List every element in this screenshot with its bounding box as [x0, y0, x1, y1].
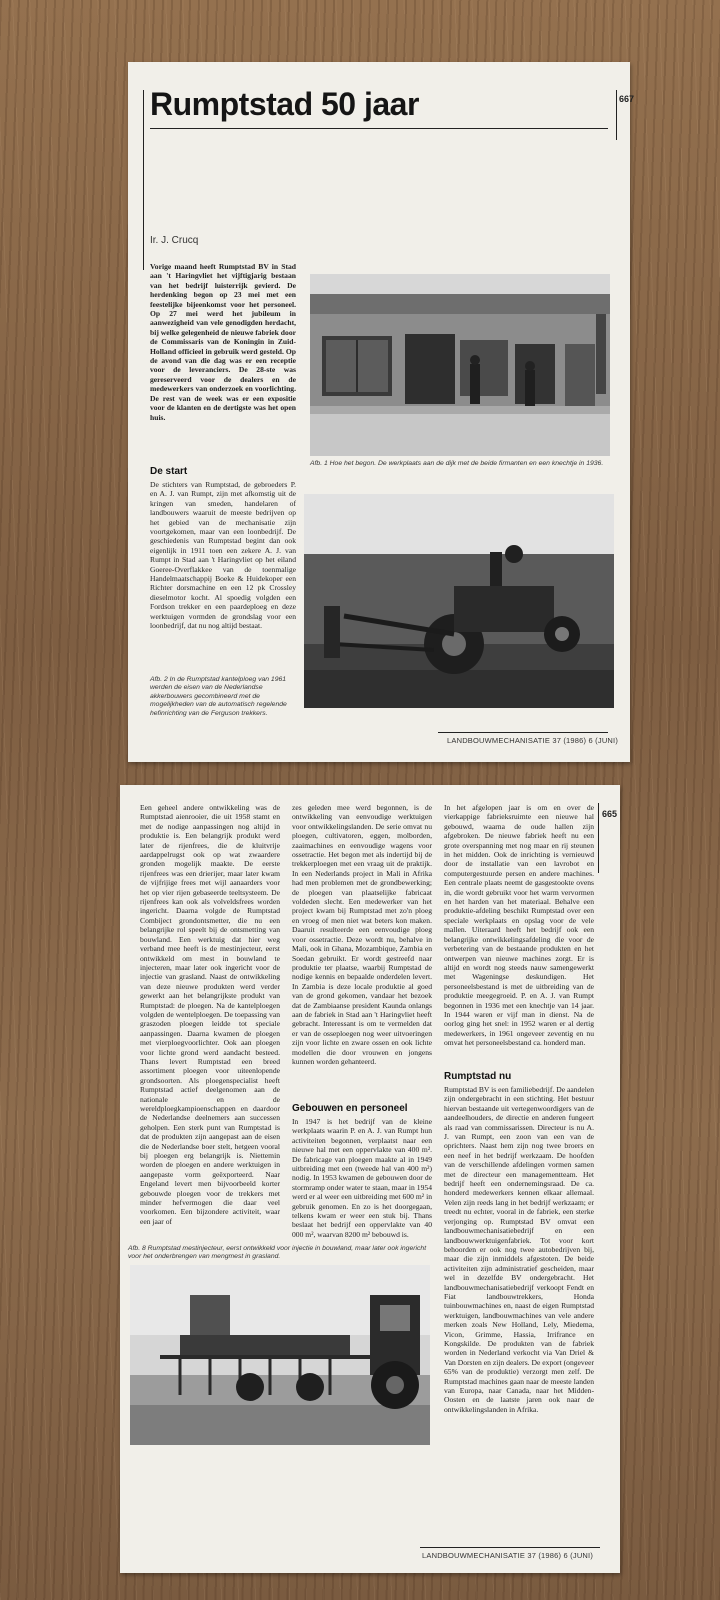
right-margin-rule: [616, 90, 617, 140]
magazine-page-1: [128, 62, 635, 762]
intro-paragraph: Vorige maand heeft Rumptstad BV in Stad aan 't Haringvliet het vijftigjarig bestaan van het bedrijf luisterrijk gevierd. De herdenking begon op 23 mei met een feestelijke bijeenkomst voor het personeel. Op 27 mei werd het jubileum in aanwezigheid van vele genodigden herdacht, bij welke gelegenheid de nieuwe fabriek door de Commissaris van de Koningin in Zuid-Holland officieel in gebruik werd gesteld. Op de avond van die dag was er een receptie voor de leveranciers. De 28-ste was gereserveerd voor de dealers en de medewerkers van onderzoek en voorlichting. De rest van de week was er een expositie voor de klanten en de dertigste was het open huis.: [150, 262, 296, 422]
page1-footer: LANDBOUWMECHANISATIE 37 (1986) 6 (JUNI): [447, 736, 619, 745]
start-paragraph: De stichters van Rumptstad, de gebroeders P. en A. J. van Rumpt, zijn met afkomstig uit de kringen van smeden, handelaren of landbouwers waaruit de meeste bedrijven op het gebied van de mechanisatie zijn voortgekomen, maar van een loonbedrijf. De geschiedenis van Rumptstad begint dan ook eigenlijk in 1911 toen een zekere A. J. van Rumpt in Stad aan 't Haringvliet op het eiland Goeree-Overflakkee van de toenmalige Handelmaatschappij Boeke & Huidekoper een Richter dorsmachine en een 12 pk Crossley dieselmotor kocht. Al spoedig volgden een Fordson trekker en een paardeploeg en deze werktuigen vormden de grondslag voor een loonbedrijf, dat nu nog altijd bestaat.: [150, 480, 296, 631]
title-rule: [150, 128, 608, 129]
rumptstad-nu-paragraph: Rumptstad BV is een familiebedrijf. De aandelen zijn ondergebracht in een stichting. Het bestuur hiervan bestaande uit vertegenwoordigers van de aandeelhouders, de directie en anderen fungeert als raad van commissarissen. Directeur is nu A. J. van Rumpt, een zoon van een van de oprichters. Naast hem zijn nog twee broers en een neef in het bedrijf werkzaam. De hoofden van de verschillende afdelingen vormen samen met de directeur een managementteam. Het bedrijf heeft een ondernemingsraad. De ca. honderd medewerkers kennen elkaar allemaal. Velen zijn reeds lang in het bedrijf werkzaam; er treedt nu echter, vooral in de fabriek, een sterke verjonging op. Rumptstad BV omvat een landbouwmechanisatiebedrijf en een landbouwwerktuigenfabriek. Tot voor kort behoorden er ook nog twee autobedrijven bij, maar die zijn inmiddels afgestoten. De beide activiteiten zijn administratief gescheiden, maar wel in dezelfde BV ondergebracht. Het landbouwmechanisatiebedrijf verkoopt Fendt en Fiat landbouwtrekkers, Honda tuinbouwmachines en, naast de eigen Rumptstad werktuigen, landbouwmachines van vele andere merken zoals New Holland, Lely, Miedema, Vicon, Grimme, Hassia, Irrifrance en Kongskilde. De produkten van de fabriek worden in Nederland verkocht via Van Driel & Van Dorsten en zijn dealers. De export (ongeveer 65% van de produktie) verzorgt men zelf. De Rumptstad machines gaan naar de meeste landen van Europa, naar Canada, naar het Midden-Oosten en de laatste jaren ook naar de ontwikkelingslanden in Afrika.: [444, 1085, 594, 1414]
right-margin-rule: [598, 803, 599, 873]
caption-photo-1: Afb. 1 Hoe het begon. De werkplaats aan de dijk met de beide firmanten en een knechtje in 1936.: [310, 460, 604, 467]
gebouwen-paragraph: In 1947 is het bedrijf van de kleine werkplaats waarin P. en A. J. van Rumpt hun activiteiten begonnen, verplaatst naar een nieuwe hal met een oppervlakte van 400 m². De fabricage van ploegen maakte al in 1949 uitbreiding met een (tweede hal van 400 m²) nodig. In 1953 kwamen de gebouwen door de stormramp onder water te staan, maar in 1954 werd er al weer een uitbreiding met 600 m² in gebruik genomen. En zo is het doorgegaan, telkens kwam er weer een stuk bij. Thans beslaat het bedrijf een oppervlakte van 40 000 m², waarvan 8200 m² bebouwd is.: [292, 1117, 432, 1239]
magazine-page-2: [120, 785, 620, 1573]
column-2-text: zes geleden mee werd begonnen, is de ontwikkeling van eenvoudige werktuigen voor ontwikkelingslanden. De serie omvat nu ploegen, cultivatoren, eggen, molborden, zaaimachines en eenvoudige wagens voor ossetractie. Het begon met als indertijd bij de trekkerploegen met een vraag uit de praktijk. In een Nederlands project in Mali in Afrika had men problemen met de grondbewerking; de ploegen van plaatselijke fabricaat voldeden slecht. Een medewerker van het project kwam bij Rumptstad met zo'n ploeg en vroeg of men niet wat beters kon maken. Daaruit resulteerde een eenvoudige ploeg voor ossetractie. Deze wordt nu, behalve in Mali, ook in Ghana, Mozambique, Zambia en Soedan gebruikt. Er wordt gestreefd naar produktie ter plaatse, waarbij Rumptstad de nodige kennis en bepaalde onderdelen levert. In Zambia is deze locale produktie al goed van de grond gekomen, vandaar het bezoek dat de Zambiaanse president Kaunda onlangs aan de fabriek in Stad aan 't Haringvliet heeft gebracht. Interessant is om te vermelden dat er van de osseploegen nog weer uitvoeringen zijn voor lichte en zware ossen en ook lichte modellen die door vrouwen en jongens kunnen worden gehanteerd.: [292, 803, 432, 1066]
column-1-text: Een geheel andere ontwikkeling was de Rumptstad aienrooier, die uit 1958 stamt en met de nodige aanpassingen nog altijd in produktie is. Een belangrijk produkt werd later de rijenfrees, die de kluitvrije aardappelrugst ook op wat zwaardere gronden mogelijk maakte. De eerste rijenfrees was een drierijer, maar later kwam de vijfrijige frees met wijl aanaarders voor het op vier rijen gebaseerde teeltsysteem. De rijenfrees kan ook als volveldsfrees worden ingericht. Daarna volgde de Rumptstad Combiject grondontsmetter, die nu een belangrijke rol speelt bij de ontsmetting van bouwland. Een werktuig dat hier weg verband mee heeft is de mestinjecteur, eerst ontwikkeld om mest in bouwland te injecteren, maar later ook ingericht voor de injectie van grasland. Naast de ontwikkeling van deze nieuwe produkten werd verder gewerkt aan het belangrijkste produkt van Rumptstad: de ploegen. Na de kantelploegen volgden de wentelploegen. De toepassing van graszoden ploegen leidde tot speciale aanpassingen. Daarna kwamen de ploegen met vierploegvoorlichter. Ook aan ploegen voor lichte grond werd aandacht besteed. Thans levert Rumptstad een breed assortiment ploegen voor uiteenlopende grondsoorten. Als ploegenspecialist heeft Rumptstad actief deelgenomen aan de nationale en de wereldploegkampioenschappen en daardoor de Nederlandse deelnemers aan successen geholpen. Een sterk punt van Rumptstad is dat de produkten zijn aangepast aan de eisen die de Nederlandse boer stelt, hetgeen vooral bij ploegen erg belangrijk is. Niettemin worden de ploegen en andere werktuigen in aangepaste vorm geëxporteerd. Naar Engeland levert men bijvoorbeeld korter gebouwde ploegen voor de trekkers met minder hefvermogen die daar veel voorkomen. Een bijzondere activiteit, waar een jaar of: [140, 803, 280, 1226]
tractor-plough-photo: [304, 494, 614, 708]
article-title: Rumptstad 50 jaar: [150, 86, 419, 122]
workshop-photo: [310, 274, 610, 456]
caption-photo-2: Afb. 2 In de Rumptstad kantelploeg van 1961 werden de eisen van de Nederlandse akkerbouwers gecombineerd met de mogelijkheden van de automatisch regelende hefinrichting van de Ferguson trekkers.: [150, 676, 287, 717]
caption-photo-3: Afb. 8 Rumptstad mestinjecteur, eerst ontwikkeld voor injectie in bouwland, maar later ook ingericht voor het onderbrengen van mengmest in grasland.: [128, 1245, 427, 1261]
section-heading-nu: Rumptstad nu: [444, 1071, 512, 1082]
page2-footer: LANDBOUWMECHANISATIE 37 (1986) 6 (JUNI): [422, 1551, 594, 1560]
footer-rule: [438, 732, 608, 733]
author-byline: Ir. J. Crucq: [150, 235, 199, 246]
column-3-text: In het afgelopen jaar is om en over de vierkappige fabrieksruimte een nieuwe hal gebouwd, waarna de oude hallen zijn afgebroken. De nieuwe fabriek heeft nu een grote overspanning met nog maar en rij steunen in het midden. Ook de inrichting is vernieuwd door de installatie van een lavrobot en computergestuurde persen en andere machines. Een centrale plaats neemt de gasgestookte ovens in, die wordt gebruikt voor het warm vervormen en het harden van het materiaal. Behalve een produktie-afdeling beschikt Rumptstad over een speciale werkplaats en opslag voor de vele mallen. Uiteraard heeft het bedrijf ook een belangrijke ontwikkelingsafdeling die voor de verbetering van de bestaande produkten en het ontwerpen van nieuwe machines zorgt. Er is altijd en wordt nog steeds nauw samengewerkt met Wageningse deskundigen. Het personeelsbestand is met de uitbreiding van de produktie meegegroeid. P. en A. J. van Rumpt begonnen in 1936 met een knechtje van 14 jaar. In 1944 waren er vijf man in dienst. Na de oorlog ging het snel: in 1952 waren er al dertig medewerkers, in 1961 ongeveer zeventig en nu omvat het personeelsbestand ca. honderd man.: [444, 803, 594, 1048]
manure-injector-photo: [130, 1265, 430, 1445]
footer-rule: [420, 1547, 600, 1548]
page-number: 665: [602, 809, 618, 819]
section-heading-gebouwen: Gebouwen en personeel: [292, 1103, 408, 1114]
left-margin-rule: [143, 90, 144, 270]
section-heading-start: De start: [150, 466, 188, 477]
page-number: 667: [619, 94, 635, 104]
